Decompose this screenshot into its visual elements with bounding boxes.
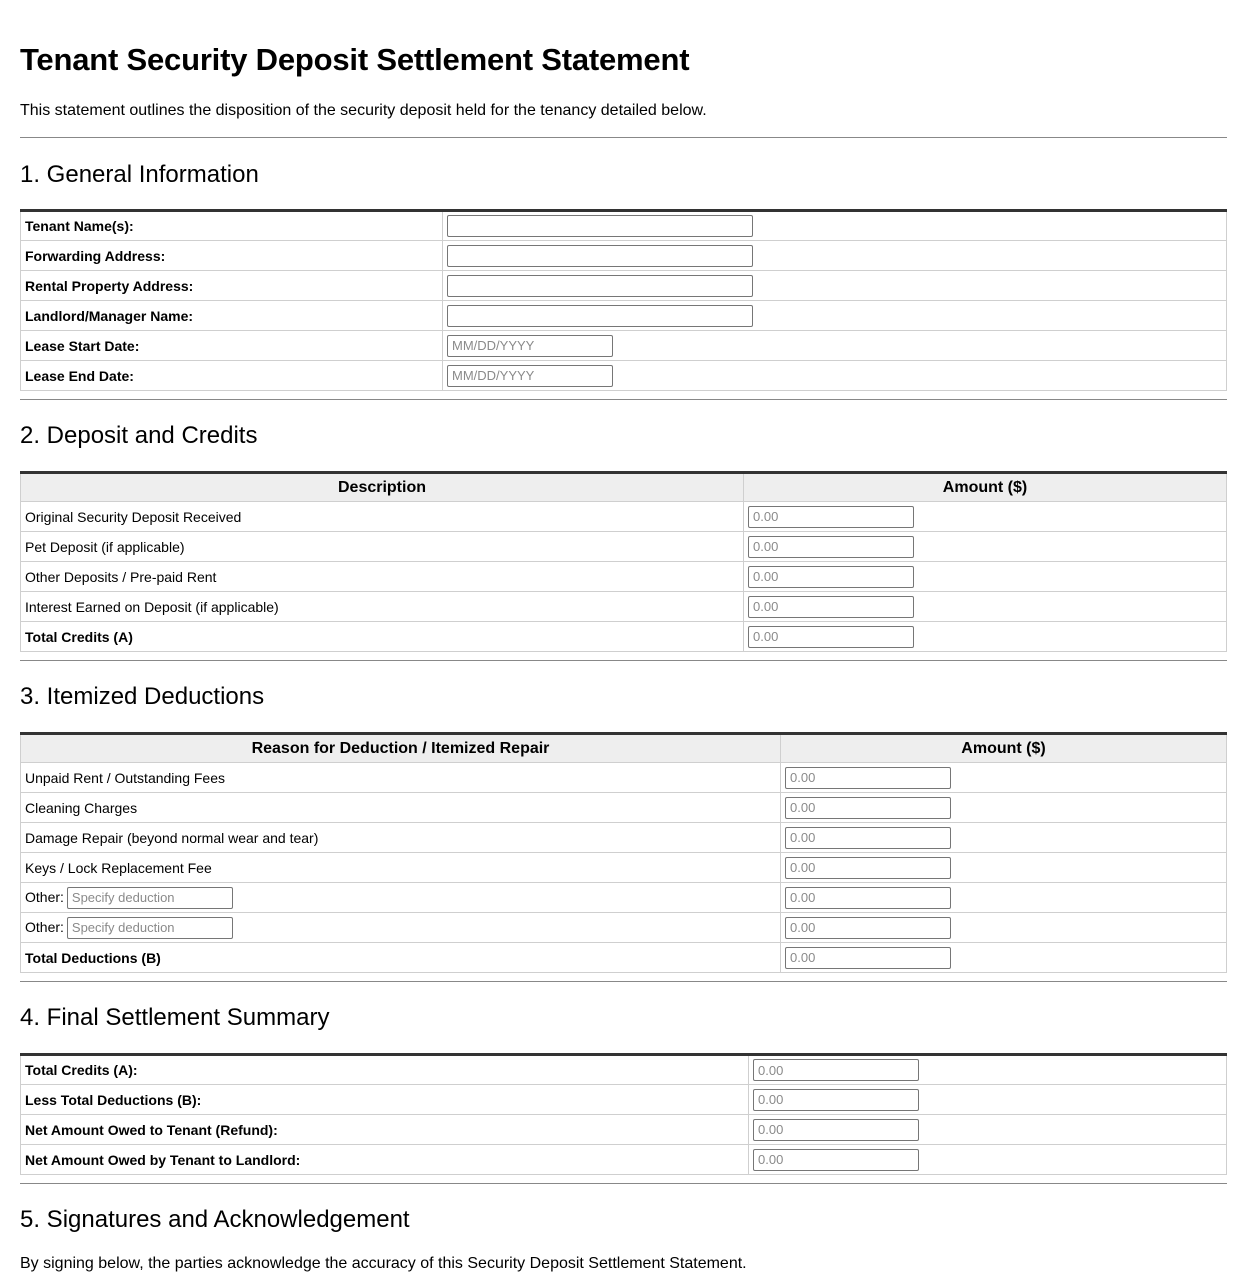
summary-total-credits-input[interactable] bbox=[753, 1059, 919, 1081]
other-deduction-cell bbox=[21, 883, 781, 913]
pet-deposit-amount-input[interactable] bbox=[748, 536, 914, 558]
section-heading-deposit: 2. Deposit and Credits bbox=[20, 422, 258, 449]
other-deduction-1-input[interactable] bbox=[67, 887, 233, 909]
lease-start-date-input[interactable] bbox=[447, 335, 613, 357]
table-row bbox=[21, 241, 1227, 271]
row-label: Unpaid Rent / Outstanding Fees bbox=[21, 763, 781, 793]
other-deduction-2-amount-input[interactable] bbox=[785, 917, 951, 939]
lease-end-date-input[interactable] bbox=[447, 365, 613, 387]
other-deduction-2-input[interactable] bbox=[67, 917, 233, 939]
amount-cell bbox=[749, 1055, 1227, 1085]
table-row bbox=[21, 331, 1227, 361]
field-cell bbox=[443, 331, 1227, 361]
amount-cell bbox=[781, 883, 1227, 913]
field-cell bbox=[443, 211, 1227, 241]
field-label-tenant-name: Tenant Name(s): bbox=[21, 211, 443, 241]
table-row bbox=[21, 361, 1227, 391]
table-row bbox=[21, 622, 1227, 652]
amount-cell bbox=[744, 592, 1227, 622]
other-deposits-amount-input[interactable] bbox=[748, 566, 914, 588]
row-label: Pet Deposit (if applicable) bbox=[21, 532, 744, 562]
amount-cell bbox=[744, 562, 1227, 592]
summary-owed-by-tenant-input[interactable] bbox=[753, 1149, 919, 1171]
table-row bbox=[21, 562, 1227, 592]
other-label: Other: bbox=[25, 889, 64, 905]
column-header-amount: Amount ($) bbox=[781, 734, 1227, 763]
divider bbox=[20, 399, 1227, 400]
table-row bbox=[21, 823, 1227, 853]
amount-cell bbox=[749, 1145, 1227, 1175]
rental-property-address-input[interactable] bbox=[447, 275, 753, 297]
interest-amount-input[interactable] bbox=[748, 596, 914, 618]
section-heading-general: 1. General Information bbox=[20, 161, 259, 188]
other-deduction-cell bbox=[21, 913, 781, 943]
table-row bbox=[21, 502, 1227, 532]
signatures-text: By signing below, the parties acknowledge the accuracy of this Security Deposit Settlement Statement. bbox=[20, 1255, 747, 1272]
settlement-summary-table bbox=[20, 1053, 1227, 1175]
intro-text: This statement outlines the disposition of the security deposit held for the tenancy detailed below. bbox=[20, 102, 707, 119]
field-label-lease-start: Lease Start Date: bbox=[21, 331, 443, 361]
section-heading-signatures: 5. Signatures and Acknowledgement bbox=[20, 1206, 410, 1233]
section-heading-deductions: 3. Itemized Deductions bbox=[20, 683, 265, 710]
divider bbox=[20, 660, 1227, 661]
total-credits-amount-input[interactable] bbox=[748, 626, 914, 648]
tenant-name-input[interactable] bbox=[447, 215, 753, 237]
original-deposit-amount-input[interactable] bbox=[748, 506, 914, 528]
row-label: Original Security Deposit Received bbox=[21, 502, 744, 532]
table-header-row bbox=[21, 473, 1227, 502]
total-deductions-amount-input[interactable] bbox=[785, 947, 951, 969]
divider bbox=[20, 981, 1227, 982]
table-row bbox=[21, 943, 1227, 973]
summary-label-total-credits: Total Credits (A): bbox=[21, 1055, 749, 1085]
amount-cell bbox=[749, 1115, 1227, 1145]
table-row bbox=[21, 1085, 1227, 1115]
table-row bbox=[21, 211, 1227, 241]
table-row bbox=[21, 301, 1227, 331]
table-row bbox=[21, 592, 1227, 622]
column-header-reason: Reason for Deduction / Itemized Repair bbox=[21, 734, 781, 763]
amount-cell bbox=[781, 793, 1227, 823]
amount-cell bbox=[744, 502, 1227, 532]
deposit-credits-table bbox=[20, 471, 1227, 652]
column-header-amount: Amount ($) bbox=[744, 473, 1227, 502]
row-label-total-credits: Total Credits (A) bbox=[21, 622, 744, 652]
row-label: Other Deposits / Pre-paid Rent bbox=[21, 562, 744, 592]
table-header-row bbox=[21, 734, 1227, 763]
table-row bbox=[21, 271, 1227, 301]
field-cell bbox=[443, 241, 1227, 271]
damage-repair-amount-input[interactable] bbox=[785, 827, 951, 849]
other-deduction-1-amount-input[interactable] bbox=[785, 887, 951, 909]
table-row bbox=[21, 532, 1227, 562]
unpaid-rent-amount-input[interactable] bbox=[785, 767, 951, 789]
field-label-rental-property-address: Rental Property Address: bbox=[21, 271, 443, 301]
table-row bbox=[21, 853, 1227, 883]
row-label: Interest Earned on Deposit (if applicable) bbox=[21, 592, 744, 622]
keys-lock-amount-input[interactable] bbox=[785, 857, 951, 879]
cleaning-amount-input[interactable] bbox=[785, 797, 951, 819]
row-label: Damage Repair (beyond normal wear and tear) bbox=[21, 823, 781, 853]
summary-label-refund: Net Amount Owed to Tenant (Refund): bbox=[21, 1115, 749, 1145]
amount-cell bbox=[781, 763, 1227, 793]
amount-cell bbox=[781, 943, 1227, 973]
table-row bbox=[21, 1055, 1227, 1085]
other-label: Other: bbox=[25, 919, 64, 935]
table-row bbox=[21, 883, 1227, 913]
forwarding-address-input[interactable] bbox=[447, 245, 753, 267]
general-info-table bbox=[20, 209, 1227, 391]
summary-label-owed-by-tenant: Net Amount Owed by Tenant to Landlord: bbox=[21, 1145, 749, 1175]
summary-total-deductions-input[interactable] bbox=[753, 1089, 919, 1111]
table-row bbox=[21, 763, 1227, 793]
table-row bbox=[21, 1145, 1227, 1175]
field-label-landlord-name: Landlord/Manager Name: bbox=[21, 301, 443, 331]
section-heading-summary: 4. Final Settlement Summary bbox=[20, 1004, 330, 1031]
amount-cell bbox=[781, 913, 1227, 943]
field-cell bbox=[443, 271, 1227, 301]
summary-refund-input[interactable] bbox=[753, 1119, 919, 1141]
amount-cell bbox=[744, 532, 1227, 562]
amount-cell bbox=[781, 823, 1227, 853]
divider bbox=[20, 1183, 1227, 1184]
amount-cell bbox=[749, 1085, 1227, 1115]
row-label-total-deductions: Total Deductions (B) bbox=[21, 943, 781, 973]
field-cell bbox=[443, 361, 1227, 391]
page-title: Tenant Security Deposit Settlement Statement bbox=[20, 42, 690, 77]
table-row bbox=[21, 913, 1227, 943]
field-label-forwarding-address: Forwarding Address: bbox=[21, 241, 443, 271]
table-row bbox=[21, 1115, 1227, 1145]
amount-cell bbox=[744, 622, 1227, 652]
amount-cell bbox=[781, 853, 1227, 883]
column-header-description: Description bbox=[21, 473, 744, 502]
row-label: Cleaning Charges bbox=[21, 793, 781, 823]
field-cell bbox=[443, 301, 1227, 331]
table-row bbox=[21, 793, 1227, 823]
landlord-name-input[interactable] bbox=[447, 305, 753, 327]
field-label-lease-end: Lease End Date: bbox=[21, 361, 443, 391]
summary-label-total-deductions: Less Total Deductions (B): bbox=[21, 1085, 749, 1115]
row-label: Keys / Lock Replacement Fee bbox=[21, 853, 781, 883]
deductions-table bbox=[20, 732, 1227, 973]
divider bbox=[20, 137, 1227, 138]
